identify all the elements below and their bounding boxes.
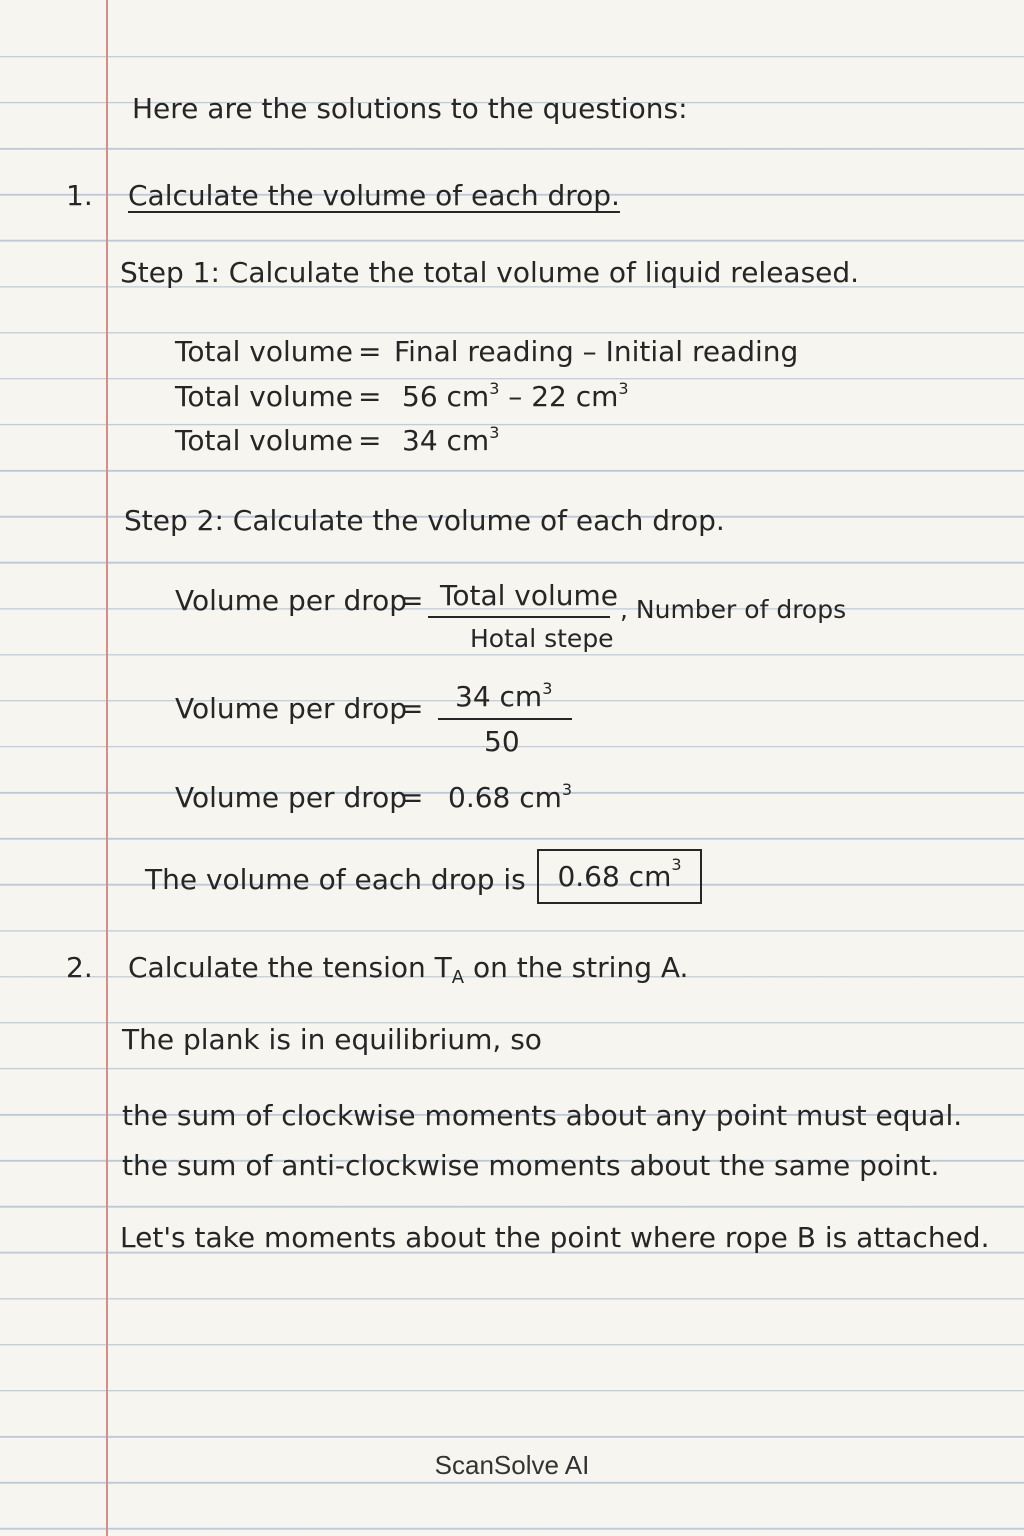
eq3-equals: = xyxy=(358,424,382,457)
question-1-number: 1. xyxy=(66,179,93,212)
q2-line-3: the sum of anti-clockwise moments about the same point. xyxy=(122,1149,940,1182)
calc-denominator: 50 xyxy=(484,725,520,758)
eq2-equals: = xyxy=(358,380,382,413)
intro-text: Here are the solutions to the questions: xyxy=(132,92,688,125)
calc-lhs: Volume per drop xyxy=(175,692,408,725)
calc-numerator: 34 $cm^3$ xyxy=(455,679,553,713)
eq2-rhs: 56 $cm^3 - 22$ $cm^3$ xyxy=(402,379,629,413)
eq1-equals: = xyxy=(358,335,382,368)
formula-lhs: Volume per drop xyxy=(175,584,408,617)
q2-line-4: Let's take moments about the point where rope B is attached. xyxy=(120,1221,990,1254)
q2-line-2: the sum of clockwise moments about any point must equal. xyxy=(122,1099,963,1132)
result-equals: = xyxy=(400,781,424,814)
calc-fraction-bar xyxy=(438,718,572,720)
question-1-title: Calculate the volume of each drop. xyxy=(128,179,620,212)
question-2-title: Calculate the tension $T_A$ on the string A. xyxy=(128,951,689,988)
eq3-rhs: 34 $cm^3$ xyxy=(402,423,500,457)
eq1-lhs: Total volume xyxy=(175,335,354,368)
conclusion-text: The volume of each drop is xyxy=(145,863,526,896)
step-1-heading: Step 1: Calculate the total volume of liquid released. xyxy=(120,256,860,289)
eq3-lhs: Total volume xyxy=(175,424,354,457)
calc-equals: = xyxy=(400,692,424,725)
answer-box: 0.68 cm $^3$ xyxy=(537,849,702,904)
formula-equals: = xyxy=(400,584,424,617)
formula-denominator: Hotal stepe xyxy=(470,624,614,653)
footer-brand: ScanSolve AI xyxy=(434,1450,590,1480)
eq1-rhs: Final reading – Initial reading xyxy=(394,335,799,368)
formula-fraction-bar xyxy=(428,616,610,618)
eq2-lhs: Total volume xyxy=(175,380,354,413)
q2-line-1: The plank is in equilibrium, so xyxy=(122,1023,542,1056)
question-2-number: 2. xyxy=(66,951,93,984)
result-lhs: Volume per drop xyxy=(175,781,408,814)
formula-aside: , Number of drops xyxy=(620,595,847,624)
result-rhs: 0.68 $cm^3$ xyxy=(448,780,573,814)
step-2-heading: Step 2: Calculate the volume of each drop. xyxy=(124,504,725,537)
formula-numerator: Total volume xyxy=(440,579,619,612)
margin-line xyxy=(106,0,108,1536)
